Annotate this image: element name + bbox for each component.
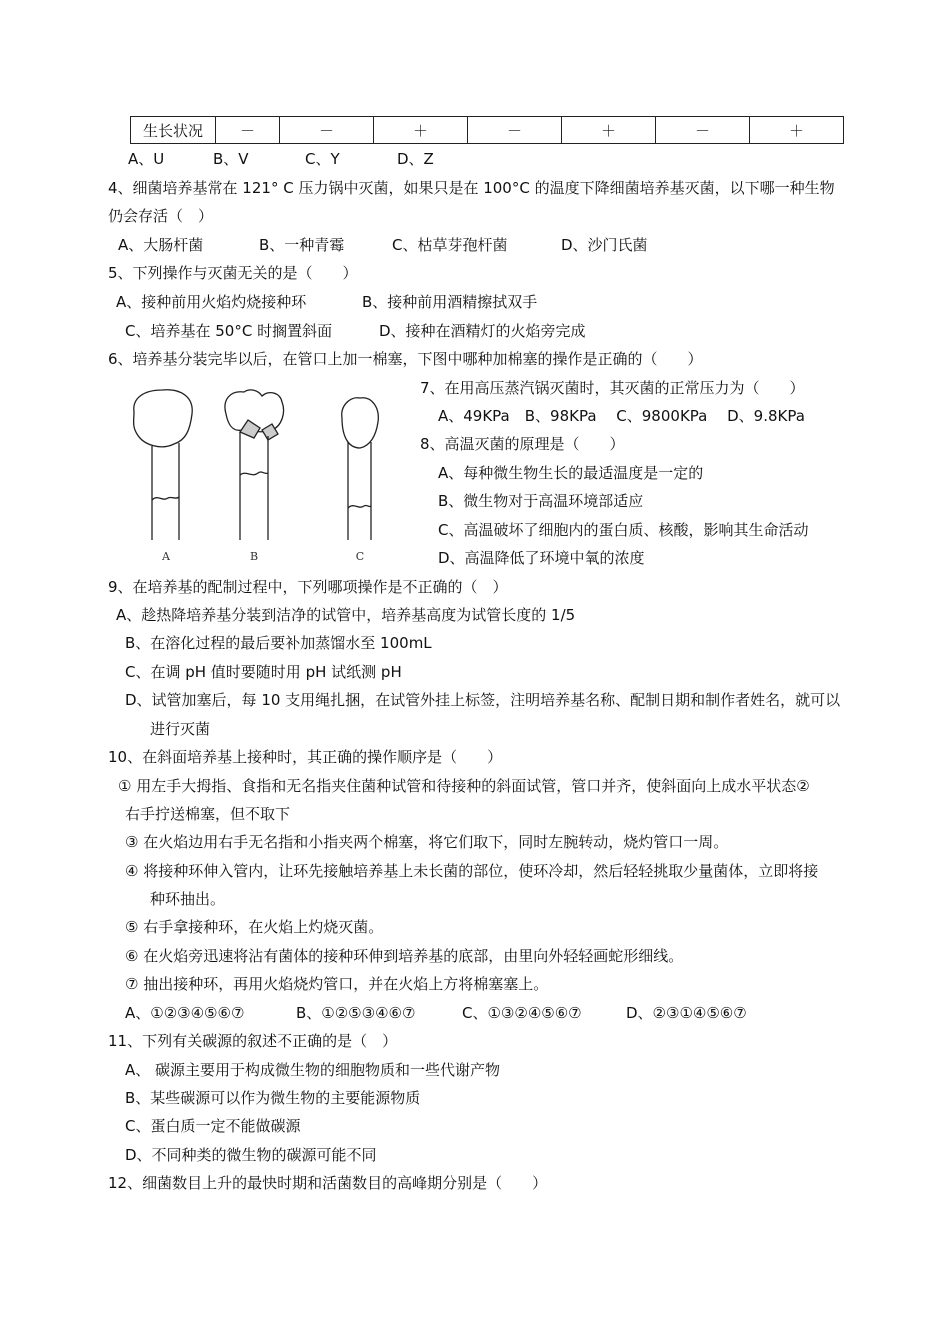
q10-option-c: C、①③②④⑤⑥⑦ <box>462 1004 582 1022</box>
q7-stem: 7、在用高压蒸汽锅灭菌时，其灭菌的正常压力为（ ） <box>420 379 805 397</box>
table-row <box>131 117 844 144</box>
q10-step-3: ③ 在火焰边用右手无名指和小指夹两个棉塞，将它们取下，同时左腕转动，烧灼管口一周。 <box>125 833 729 851</box>
q3-option-a: A、U <box>128 150 165 168</box>
table-cell: － <box>216 117 280 144</box>
q8-option-b: B、微生物对于高温环境部适应 <box>438 492 644 510</box>
q9-stem: 9、在培养基的配制过程中，下列哪项操作是不正确的（ ） <box>108 578 508 596</box>
q11-option-b: B、某些碳源可以作为微生物的主要能源物质 <box>125 1089 421 1107</box>
tube-b <box>225 390 284 540</box>
q8-option-c: C、高温破坏了细胞内的蛋白质、核酸，影响其生命活动 <box>438 521 809 539</box>
q8-stem: 8、高温灭菌的原理是（ ） <box>420 435 625 453</box>
q10-option-a: A、①②③④⑤⑥⑦ <box>125 1004 245 1022</box>
q11-option-d: D、不同种类的微生物的碳源可能不同 <box>125 1146 377 1164</box>
row-label-cell: 生长状况 <box>131 117 216 144</box>
q12-stem: 12、细菌数目上升的最快时期和活菌数目的高峰期分别是（ ） <box>108 1174 548 1192</box>
q10-step-7: ⑦ 抽出接种环，再用火焰烧灼管口，并在火焰上方将棉塞塞上。 <box>125 975 549 993</box>
q10-stem: 10、在斜面培养基上接种时，其正确的操作顺序是（ ） <box>108 748 503 766</box>
tube-c <box>342 398 379 540</box>
q9-option-a: A、趁热降培养基分装到洁净的试管中，培养基高度为试管长度的 1/5 <box>116 606 576 624</box>
q3-option-d: D、Z <box>397 150 434 168</box>
table-cell: － <box>280 117 374 144</box>
q10-option-d: D、②③①④⑤⑥⑦ <box>626 1004 747 1022</box>
q9-option-b: B、在溶化过程的最后要补加蒸馏水至 100mL <box>125 634 432 652</box>
q7-options: A、49KPa B、98KPa C、9800KPa D、9.8KPa <box>438 407 805 425</box>
q11-option-c: C、蛋白质一定不能做碳源 <box>125 1117 301 1135</box>
q5-option-c: C、培养基在 50°C 时搁置斜面 <box>125 322 333 340</box>
figure-label-c: C <box>355 550 365 563</box>
q5-option-a: A、接种前用火焰灼烧接种环 <box>116 293 307 311</box>
q4-option-c: C、枯草芽孢杆菌 <box>392 236 508 254</box>
figure-label-a: A <box>162 550 170 563</box>
q6-stem: 6、培养基分装完毕以后，在管口上加一棉塞，下图中哪种加棉塞的操作是正确的（ ） <box>108 350 703 368</box>
table-cell: － <box>656 117 750 144</box>
q5-option-b: B、接种前用酒精擦拭双手 <box>362 293 538 311</box>
q9-option-d-line1: D、试管加塞后，每 10 支用绳扎捆，在试管外挂上标签，注明培养基名称、配制日期和制作者姓名，就可以 <box>125 691 841 709</box>
figure-label-b: B <box>249 550 259 563</box>
q3-option-b: B、V <box>213 150 249 168</box>
q9-option-c: C、在调 pH 值时要随时用 pH 试纸测 pH <box>125 663 402 681</box>
table-cell: ＋ <box>562 117 656 144</box>
table-cell: ＋ <box>750 117 844 144</box>
q8-option-a: A、每种微生物生长的最适温度是一定的 <box>438 464 704 482</box>
q5-option-d: D、接种在酒精灯的火焰旁完成 <box>379 322 586 340</box>
q10-step-1-line1: ① 用左手大拇指、食指和无名指夹住菌种试管和待接种的斜面试管，管口并齐，使斜面向上成水平状态② <box>118 777 810 795</box>
q5-stem: 5、下列操作与灭菌无关的是（ ） <box>108 264 358 282</box>
cotton-plug-figure <box>122 380 402 570</box>
q10-step-5: ⑤ 右手拿接种环，在火焰上灼烧灭菌。 <box>125 918 384 936</box>
tube-a <box>134 390 193 540</box>
q10-option-b: B、①②⑤③④⑥⑦ <box>296 1004 416 1022</box>
growth-table <box>130 116 844 144</box>
q10-step-4-line1: ④ 将接种环伸入管内，让环先接触培养基上未长菌的部位，使环冷却，然后轻轻挑取少量菌体，立即将接 <box>125 862 819 880</box>
table-cell: ＋ <box>374 117 468 144</box>
q4-option-d: D、沙门氏菌 <box>561 236 648 254</box>
q4-option-b: B、一种青霉 <box>259 236 345 254</box>
q10-step-4-line2: 种环抽出。 <box>150 890 226 908</box>
q11-option-a: A、 碳源主要用于构成微生物的细胞物质和一些代谢产物 <box>125 1061 501 1079</box>
table-cell: － <box>468 117 562 144</box>
q11-stem: 11、下列有关碳源的叙述不正确的是（ ） <box>108 1032 398 1050</box>
q4-option-a: A、大肠杆菌 <box>118 236 204 254</box>
q10-step-1-line2: 右手拧送棉塞，但不取下 <box>125 805 291 823</box>
q10-step-6: ⑥ 在火焰旁迅速将沾有菌体的接种环伸到培养基的底部，由里向外轻轻画蛇形细线。 <box>125 947 684 965</box>
q9-option-d-line2: 进行灭菌 <box>150 720 211 738</box>
q8-option-d: D、高温降低了环境中氧的浓度 <box>438 549 645 567</box>
q4-stem-line1: 4、细菌培养基常在 121° C 压力锅中灭菌，如果只是在 100°C 的温度下降细菌培养基灭菌，以下哪一种生物 <box>108 179 835 197</box>
q4-stem-line2: 仍会存活（ ） <box>108 207 214 225</box>
q3-option-c: C、Y <box>305 150 340 168</box>
